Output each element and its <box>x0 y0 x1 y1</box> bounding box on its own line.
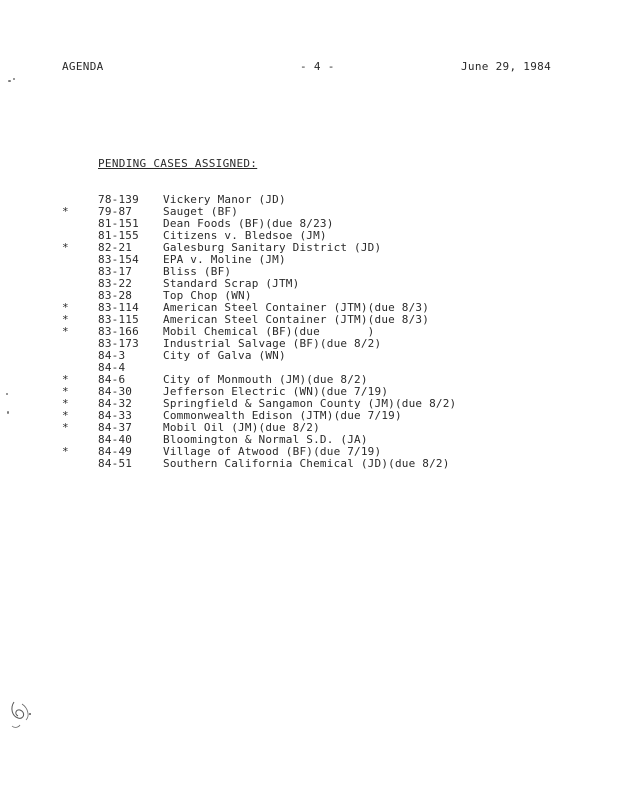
header-page-number: - 4 - <box>300 60 335 73</box>
case-number: 84-40 <box>98 433 133 446</box>
case-description: American Steel Container (JTM)(due 8/3) <box>163 313 430 326</box>
case-description: Industrial Salvage (BF)(due 8/2) <box>163 337 382 350</box>
case-priority-marker: * <box>62 373 69 386</box>
case-priority-marker: * <box>62 325 69 338</box>
case-priority-marker: * <box>62 421 69 434</box>
scan-speck <box>7 411 9 414</box>
case-number: 84-30 <box>98 385 133 398</box>
pending-cases-list <box>0 194 618 470</box>
case-number: 83-115 <box>98 313 139 326</box>
case-priority-marker: * <box>62 445 69 458</box>
case-number: 81-155 <box>98 229 139 242</box>
case-number: 79-87 <box>98 205 133 218</box>
case-row <box>0 458 618 470</box>
case-description: City of Monmouth (JM)(due 8/2) <box>163 373 368 386</box>
header-date: June 29, 1984 <box>461 60 551 73</box>
case-description: City of Galva (WN) <box>163 349 286 362</box>
case-description: Springfield & Sangamon County (JM)(due 8/2) <box>163 397 457 410</box>
scan-speck <box>6 393 8 395</box>
case-description: Standard Scrap (JTM) <box>163 277 300 290</box>
case-number: 84-33 <box>98 409 133 422</box>
case-description: Bliss (BF) <box>163 265 232 278</box>
case-number: 83-114 <box>98 301 139 314</box>
case-description: Commonwealth Edison (JTM)(due 7/19) <box>163 409 402 422</box>
case-number: 84-49 <box>98 445 133 458</box>
case-description: Citizens v. Bledsoe (JM) <box>163 229 327 242</box>
case-priority-marker: * <box>62 205 69 218</box>
case-description: Vickery Manor (JD) <box>163 193 286 206</box>
case-number: 83-166 <box>98 325 139 338</box>
section-title-pending-cases: PENDING CASES ASSIGNED: <box>98 157 258 170</box>
case-number: 84-51 <box>98 457 133 470</box>
case-row <box>0 242 618 254</box>
case-number: 83-28 <box>98 289 133 302</box>
case-row <box>0 350 618 362</box>
case-description: Dean Foods (BF)(due 8/23) <box>163 217 334 230</box>
case-number: 83-173 <box>98 337 139 350</box>
case-description: Jefferson Electric (WN)(due 7/19) <box>163 385 389 398</box>
case-priority-marker: * <box>62 241 69 254</box>
case-priority-marker: * <box>62 409 69 422</box>
case-priority-marker: * <box>62 313 69 326</box>
case-number: 84-4 <box>98 361 126 374</box>
case-row <box>0 194 618 206</box>
case-number: 83-22 <box>98 277 133 290</box>
scan-speck <box>13 78 15 80</box>
case-number: 84-37 <box>98 421 133 434</box>
case-description: Sauget (BF) <box>163 205 239 218</box>
case-description: Village of Atwood (BF)(due 7/19) <box>163 445 382 458</box>
scan-smudge-mark <box>6 698 36 738</box>
case-number: 83-17 <box>98 265 133 278</box>
case-description: Bloomington & Normal S.D. (JA) <box>163 433 368 446</box>
case-description: EPA v. Moline (JM) <box>163 253 286 266</box>
case-row <box>0 338 618 350</box>
case-number: 84-3 <box>98 349 126 362</box>
case-description: Mobil Oil (JM)(due 8/2) <box>163 421 320 434</box>
case-description: Top Chop (WN) <box>163 289 252 302</box>
case-description: American Steel Container (JTM)(due 8/3) <box>163 301 430 314</box>
case-number: 83-154 <box>98 253 139 266</box>
case-priority-marker: * <box>62 301 69 314</box>
case-priority-marker: * <box>62 397 69 410</box>
case-number: 84-6 <box>98 373 126 386</box>
case-number: 82-21 <box>98 241 133 254</box>
case-number: 81-151 <box>98 217 139 230</box>
case-number: 84-32 <box>98 397 133 410</box>
case-row <box>0 266 618 278</box>
case-number: 78-139 <box>98 193 139 206</box>
case-priority-marker: * <box>62 385 69 398</box>
scan-speck <box>8 80 11 82</box>
case-row <box>0 278 618 290</box>
case-description: Galesburg Sanitary District (JD) <box>163 241 382 254</box>
header-agenda: AGENDA <box>62 60 104 73</box>
case-row <box>0 254 618 266</box>
case-description: Mobil Chemical (BF)(due ) <box>163 325 375 338</box>
case-description: Southern California Chemical (JD)(due 8/2) <box>163 457 450 470</box>
